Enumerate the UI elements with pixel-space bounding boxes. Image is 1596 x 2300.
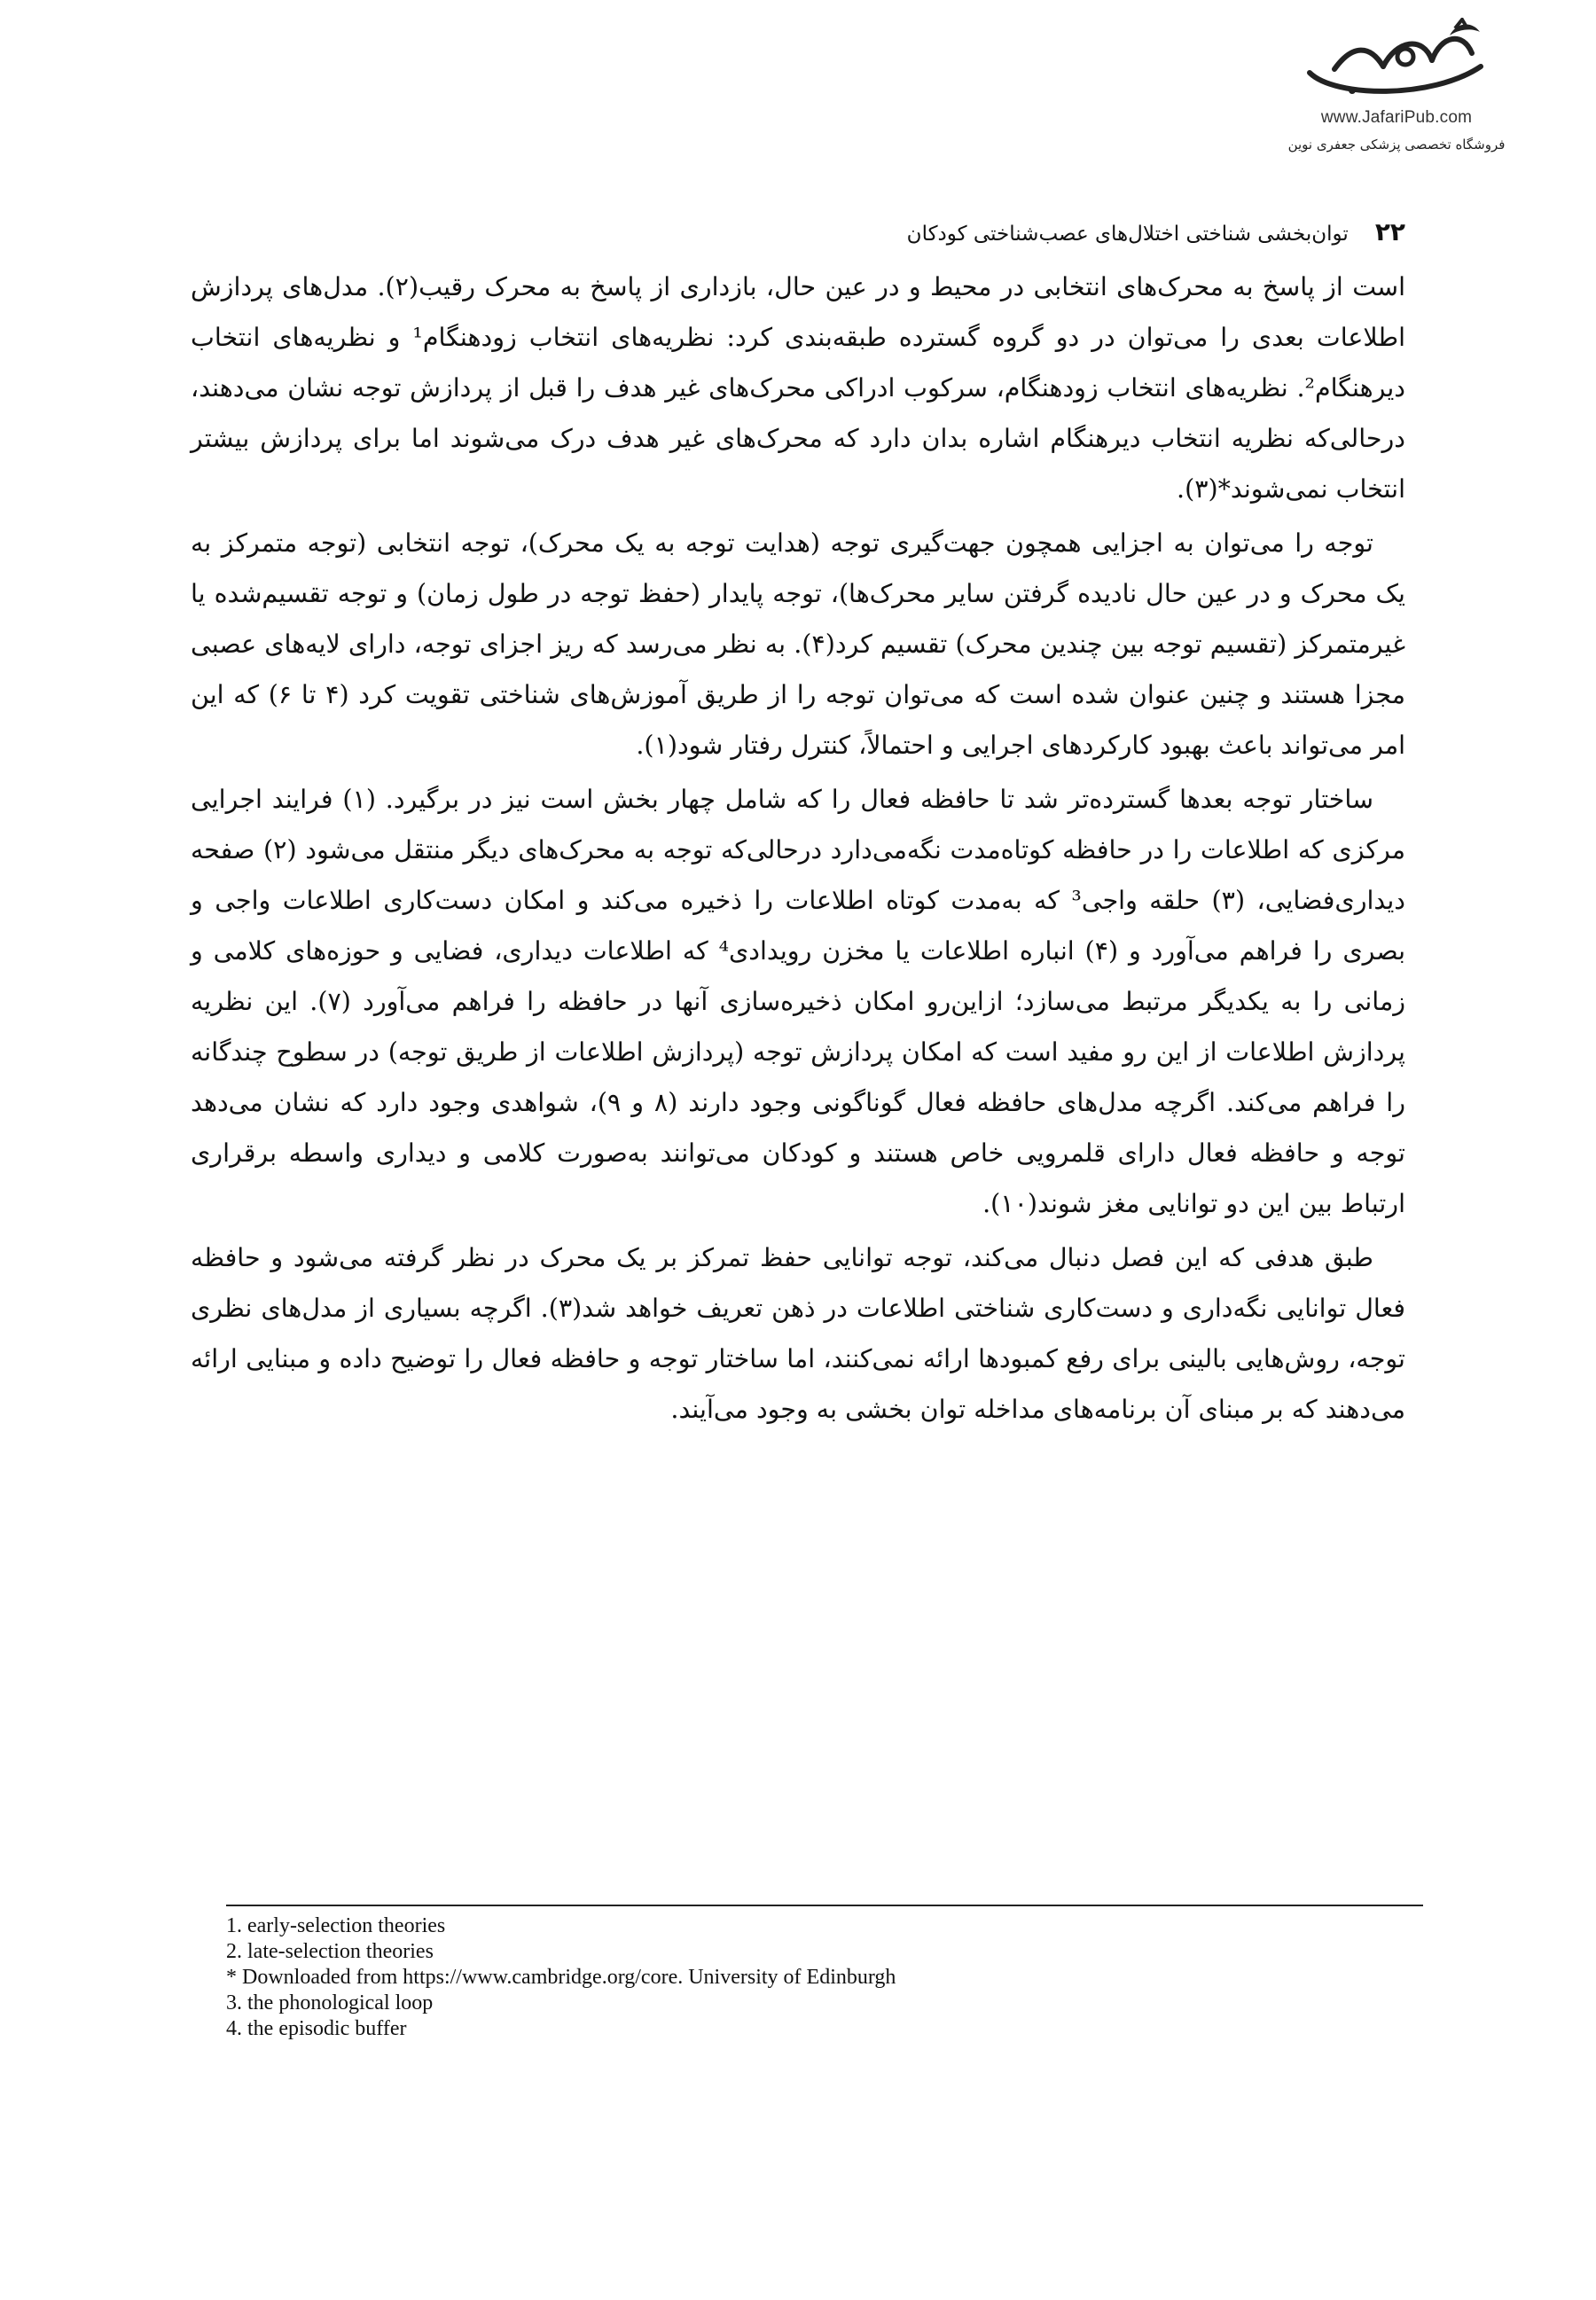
paragraph-4: طبق هدفی که این فصل دنبال می‌کند، توجه توانایی حفظ تمرکز بر یک محرک در نظر گرفته می‌شود و حافظه فعال توانایی نگه‌داری و دست‌کاری شناختی اطلاعات در ذهن تعریف خواهد شد(۳). اگرچه بسیاری از مدل‌های نظری توجه، روش‌هایی بالینی برای رفع کمبودها ارائه نمی‌کنند، اما ساختار توجه و حافظه فعال را توضیح داده و مبنایی ارائه می‌دهند که بر مبنای آن برنامه‌های مداخله توان بخشی به وجود می‌آیند. bbox=[191, 1243, 1405, 1424]
footnote-divider bbox=[226, 1905, 1423, 1906]
page-number: ۲۲ bbox=[1374, 217, 1405, 246]
running-header bbox=[191, 217, 1405, 246]
footnote-2: 2. late-selection theories bbox=[226, 1940, 434, 1963]
publisher-url[interactable]: www.JafariPub.com bbox=[1320, 108, 1473, 127]
footnote-4: 4. the episodic buffer bbox=[226, 2017, 407, 2040]
jafari-logo-icon bbox=[1299, 18, 1494, 106]
footnote-download: * Downloaded from https://www.cambridge.org/core. University of Edinburgh bbox=[226, 1966, 896, 1989]
publisher-logo bbox=[1281, 18, 1512, 153]
body-text bbox=[191, 262, 1405, 1438]
running-title: توان‌بخشی شناختی اختلال‌های عصب‌شناختی کودکان bbox=[906, 223, 1349, 246]
paragraph-1: است از پاسخ به محرک‌های انتخابی در محیط و در عین حال، بازداری از پاسخ به محرک رقیب(۲). مدل‌های پردازش اطلاعات بعدی را می‌توان در دو گروه گسترده طبقه‌بندی کرد: نظریه‌های انتخاب زودهنگام¹ و نظریه‌های انتخاب دیرهنگام². نظریه‌های انتخاب زودهنگام، سرکوب ادراکی محرک‌های غیر هدف را قبل از پردازش توجه نشان می‌دهند، درحالی‌که نظریه انتخاب دیرهنگام اشاره بدان دارد که محرک‌های غیر هدف درک می‌شوند اما برای پردازش بیشتر انتخاب نمی‌شوند*(۳). bbox=[191, 272, 1405, 504]
paragraph-2: توجه را می‌توان به اجزایی همچون جهت‌گیری توجه (هدایت توجه به یک محرک)، توجه انتخابی (توجه متمرکز به یک محرک و در عین حال نادیده گرفتن سایر محرک‌ها)، توجه پایدار (حفظ توجه در طول زمان) و توجه تقسیم‌شده یا غیرمتمرکز (تقسیم توجه بین چندین محرک) تقسیم کرد(۴). به نظر می‌رسد که ریز اجزای توجه، دارای لایه‌های عصبی مجزا هستند و چنین عنوان شده است که می‌توان توجه را از طریق آموزش‌های شناختی تقویت کرد (۴ تا ۶) که این امر می‌تواند باعث بهبود کارکردهای اجرایی و احتمالاً، کنترل رفتار شود(۱). bbox=[191, 528, 1405, 760]
footnote-3: 3. the phonological loop bbox=[226, 1991, 434, 2014]
publisher-caption: فروشگاه تخصصی پزشکی جعفری نوین bbox=[1287, 137, 1506, 153]
footnotes bbox=[226, 1913, 1423, 2042]
footnote-1: 1. early-selection theories bbox=[226, 1914, 446, 1937]
paragraph-3: ساختار توجه بعدها گسترده‌تر شد تا حافظه فعال را که شامل چهار بخش است نیز در برگیرد. (۱) فرایند اجرایی مرکزی که اطلاعات را در حافظه کوتاه‌مدت نگه‌می‌دارد درحالی‌که توجه به محرک‌های دیگر منتقل می‌شود (۲) صفحه دیداری‌فضایی، (۳) حلقه واجی³ که به‌مدت کوتاه اطلاعات را ذخیره می‌کند و امکان دست‌کاری اطلاعات واجی و بصری را فراهم می‌آورد و (۴) انباره اطلاعات یا مخزن رویدادی⁴ که اطلاعات دیداری، فضایی و حوزه‌های کلامی و زمانی را به یکدیگر مرتبط می‌سازد؛ ازاین‌رو امکان ذخیره‌سازی آنها در حافظه را فراهم می‌آورد (۷). این نظریه پردازش اطلاعات از این رو مفید است که امکان پردازش توجه (پردازش اطلاعات از طریق توجه) در سطوح چندگانه را فراهم می‌کند. اگرچه مدل‌های حافظه فعال گوناگونی وجود دارند (۸ و ۹)، شواهدی وجود دارد که نشان می‌دهد توجه و حافظه فعال دارای قلمرویی خاص هستند و کودکان می‌توانند به‌صورت کلامی و دیداری واسطه برقراری ارتباط بین این دو توانایی مغز شوند(۱۰). bbox=[191, 785, 1405, 1218]
